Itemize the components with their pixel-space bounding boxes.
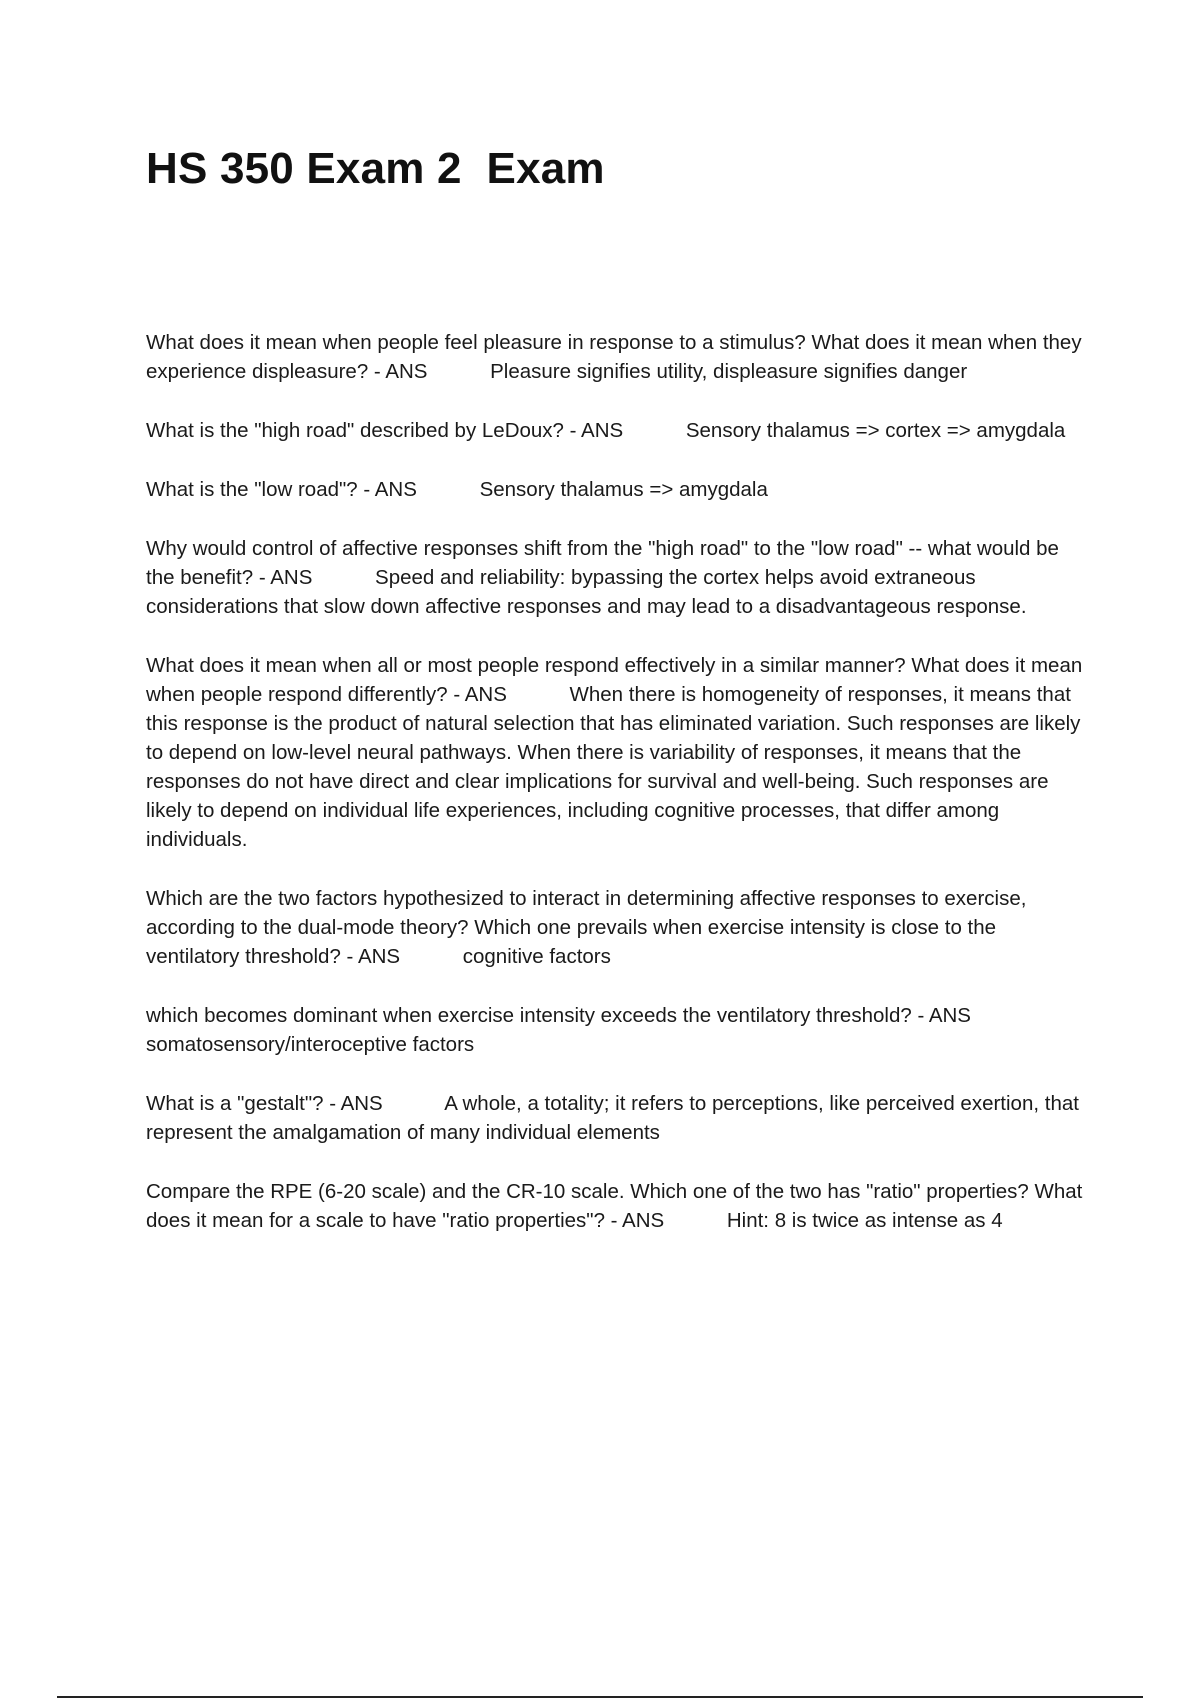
footer-divider xyxy=(57,1696,1143,1698)
qa-item-9: Compare the RPE (6-20 scale) and the CR-10 scale. Which one of the two has "ratio" properties? What does it mean for a scale to have "ratio properties"? - ANS Hint: 8 is twice as intense as 4 xyxy=(146,1180,1089,1232)
qa-item-2: What is the "high road" described by LeDoux? - ANS Sensory thalamus => cortex => amygdala xyxy=(146,419,1066,442)
document-title: HS 350 Exam 2 Exam xyxy=(146,144,605,193)
qa-item-8: What is a "gestalt"? - ANS A whole, a totality; it refers to perceptions, like perceived exertion, that represent the amalgamation of many individual elements xyxy=(146,1092,1085,1144)
qa-item-1: What does it mean when people feel pleasure in response to a stimulus? What does it mean when they experience displeasure? - ANS Pleasure signifies utility, displeasure signifies danger xyxy=(146,331,1088,383)
qa-item-3: What is the "low road"? - ANS Sensory thalamus => amygdala xyxy=(146,478,768,501)
qa-item-5: What does it mean when all or most people respond effectively in a similar manner? What does it mean when people respond differently? - ANS When there is homogeneity of responses, it means that this response is the product of natural selection that has eliminated variation. Such responses are likely to depend on low-level neural pathways. When there is variability of responses, it means that the responses do not have direct and clear implications for survival and well-being. Such responses are likely to depend on individual life experiences, including cognitive processes, that differ among individuals. xyxy=(146,654,1088,851)
qa-item-6: Which are the two factors hypothesized to interact in determining affective responses to exercise, according to the dual-mode theory? Which one prevails when exercise intensity is close to the ventilatory threshold? - ANS cognitive factors xyxy=(146,887,1033,968)
qa-list xyxy=(146,328,1089,1265)
qa-item-7: which becomes dominant when exercise intensity exceeds the ventilatory threshold? - ANS somatosensory/interoceptive factors xyxy=(146,1004,1034,1056)
qa-item-4: Why would control of affective responses shift from the "high road" to the "low road" -- what would be the benefit? - ANS Speed and reliability: bypassing the cortex helps avoid extraneous considerations that slow down affective responses and may lead to a disadvantageous response. xyxy=(146,537,1065,618)
